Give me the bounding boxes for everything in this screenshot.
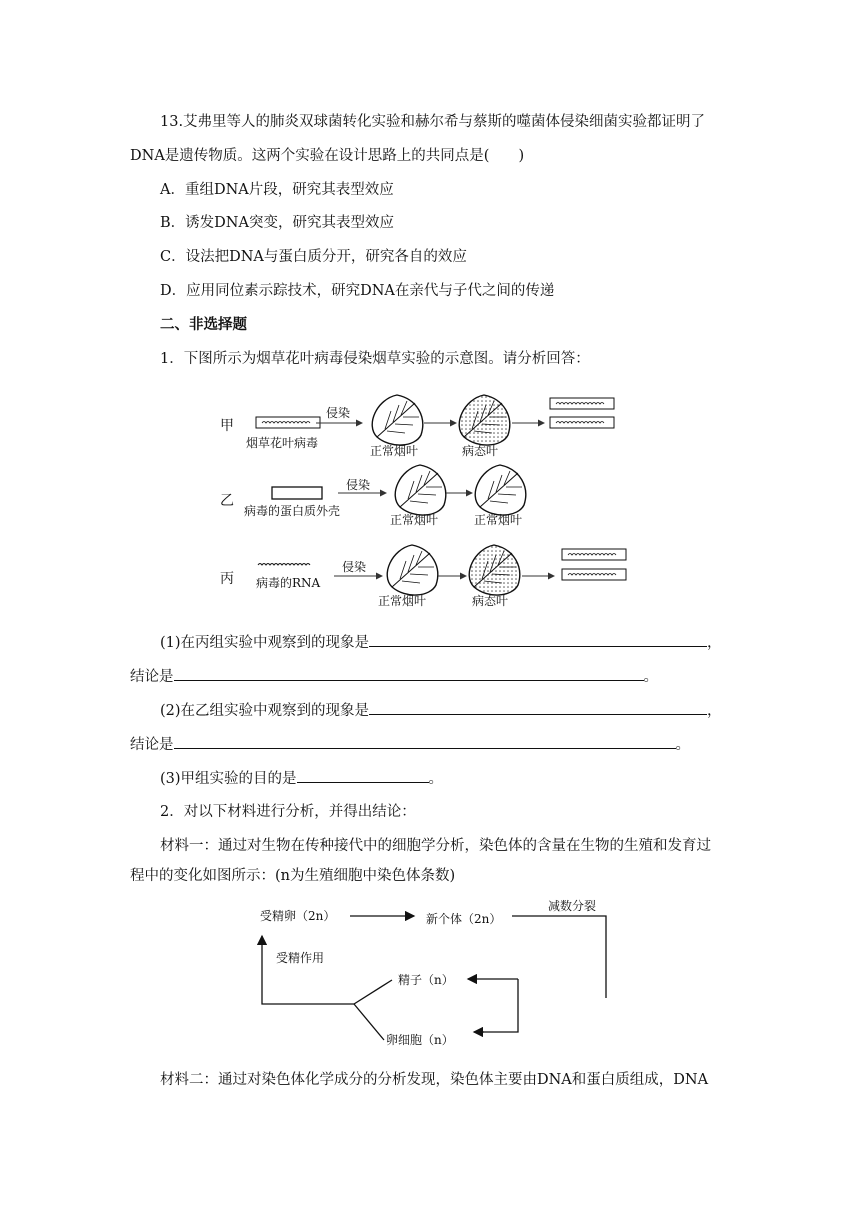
fertilization-line	[262, 936, 354, 1004]
q1-sub2-comma: ，	[707, 703, 722, 719]
q1-sub1-comma: ，	[707, 635, 722, 651]
meiosis-label: 减数分裂	[548, 899, 597, 913]
bing-diseased-leaf-label: 病态叶	[472, 594, 509, 608]
q1-sub2-conclusion-prompt: 结论是	[130, 737, 174, 753]
egg-label: 卵细胞（n）	[386, 1033, 454, 1047]
bing-infect-label: 侵染	[342, 560, 367, 574]
q1-sub2-line2	[130, 734, 690, 755]
jia-diseased-leaf-label: 病态叶	[462, 444, 499, 458]
bing-normal-leaf-icon	[387, 545, 438, 595]
egg-branch-line	[478, 979, 518, 1032]
bing-diseased-leaf-icon	[469, 545, 520, 595]
q13-option-d: D．应用同位素示踪技术，研究DNA在亲代与子代之间的传递	[160, 283, 555, 299]
q2-material1-line1: 材料一：通过对生物在传种接代中的细胞学分析，染色体的含量在生物的生殖和发育过	[160, 838, 711, 854]
yi-virus-label: 病毒的蛋白质外壳	[244, 504, 341, 518]
group-bing-label: 丙	[220, 571, 234, 587]
sperm-label: 精子（n）	[398, 973, 454, 987]
jia-infect-label: 侵染	[326, 406, 351, 420]
group-jia-label: 甲	[220, 418, 234, 434]
q1-sub3-answer-blank[interactable]	[297, 768, 429, 783]
yi-normal-leaf-label-1: 正常烟叶	[390, 513, 439, 527]
q1-sub2-line1	[160, 700, 722, 721]
yi-protein-coat-icon	[272, 487, 322, 499]
bing-offspring-virus-icon-1	[562, 549, 626, 560]
q1-sub2-period: 。	[675, 737, 690, 753]
yi-infect-label: 侵染	[346, 478, 371, 492]
yi-normal-leaf-label-2: 正常烟叶	[474, 513, 523, 527]
tmv-experiment-figure	[210, 385, 630, 615]
section-heading: 二、非选择题	[160, 316, 247, 333]
group-yi-label: 乙	[220, 493, 234, 509]
meiosis-line	[512, 916, 606, 998]
q1-sub1-conclusion-prompt: 结论是	[130, 669, 174, 685]
yi-normal-leaf-icon-2	[475, 465, 526, 515]
q13-line2: DNA是遗传物质。这两个实验在设计思路上的共同点是( )	[130, 148, 525, 164]
q1-sub1-period: 。	[643, 669, 658, 685]
yi-normal-leaf-icon-1	[395, 465, 446, 515]
q1-sub1-line1	[160, 632, 722, 653]
egg-fusion-line	[354, 1004, 384, 1040]
q13-line1: 13.艾弗里等人的肺炎双球菌转化实验和赫尔希与蔡斯的噬菌体侵染细菌实验都证明了	[160, 114, 706, 130]
q13-option-c: C．设法把DNA与蛋白质分开，研究各自的效应	[160, 249, 467, 265]
q2-stem: 2．对以下材料进行分析，并得出结论：	[160, 804, 416, 820]
zygote-label: 受精卵（2n）	[260, 909, 336, 923]
jia-virus-icon	[256, 417, 320, 428]
q2-material2-line1: 材料二：通过对染色体化学成分的分析发现，染色体主要由DNA和蛋白质组成，DNA	[160, 1072, 709, 1088]
bing-rna-icon	[258, 564, 310, 566]
q1-sub1-answer-blank[interactable]	[369, 632, 707, 647]
jia-normal-leaf-icon	[372, 395, 423, 445]
q1-sub3-line	[160, 768, 443, 789]
jia-virus-label: 烟草花叶病毒	[246, 436, 319, 450]
q13-option-a: A．重组DNA片段，研究其表型效应	[160, 182, 394, 198]
fertilization-label: 受精作用	[276, 951, 325, 965]
q1-sub1-line2	[130, 666, 658, 687]
jia-diseased-leaf-icon	[459, 395, 510, 445]
q1-sub2-prompt: (2)在乙组实验中观察到的现象是	[160, 703, 370, 719]
q1-sub1-conclusion-blank[interactable]	[174, 666, 644, 681]
bing-normal-leaf-label: 正常烟叶	[378, 594, 427, 608]
q1-sub1-prompt: (1)在丙组实验中观察到的现象是	[160, 635, 370, 651]
q13-option-b: B．诱发DNA突变，研究其表型效应	[160, 215, 394, 231]
jia-offspring-virus-icon-2	[550, 417, 614, 428]
q1-stem: 1．下图所示为烟草花叶病毒侵染烟草实验的示意图。请分析回答：	[160, 351, 590, 367]
jia-normal-leaf-label: 正常烟叶	[370, 444, 419, 458]
q1-sub3-period: 。	[428, 771, 444, 787]
q1-sub2-conclusion-blank[interactable]	[174, 734, 676, 749]
bing-virus-label: 病毒的RNA	[256, 576, 321, 590]
sperm-fusion-line	[354, 980, 392, 1004]
q2-material1-line2: 程中的变化如图所示：(n为生殖细胞中染色体条数)	[130, 868, 456, 884]
q1-sub2-answer-blank[interactable]	[369, 700, 707, 715]
jia-offspring-virus-icon-1	[550, 398, 614, 409]
new-individual-label: 新个体（2n）	[426, 912, 502, 926]
bing-offspring-virus-icon-2	[562, 569, 626, 580]
chromosome-cycle-figure	[250, 896, 620, 1056]
q1-sub3-prompt: (3)甲组实验的目的是	[160, 771, 297, 787]
